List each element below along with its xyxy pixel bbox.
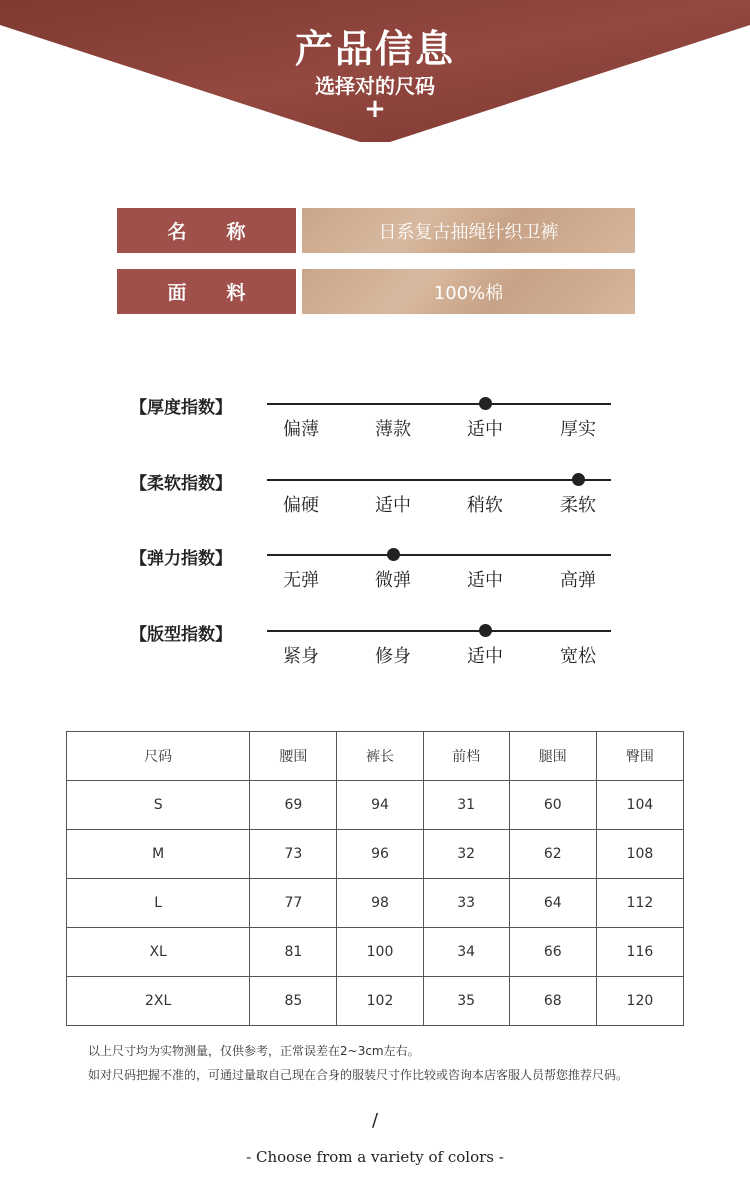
header-banner: [0, 0, 750, 145]
table-cell: 102: [337, 977, 423, 1026]
index-option: 柔软: [560, 495, 596, 516]
info-row-name: [117, 208, 635, 253]
index-row-fit: [130, 622, 620, 682]
table-header-cell: 臀围: [596, 732, 683, 781]
info-row-fabric: [117, 269, 635, 314]
index-option: 偏硬: [283, 495, 319, 516]
index-scale-line: [267, 403, 611, 405]
index-marker: [572, 473, 585, 486]
table-cell: 77: [250, 879, 337, 928]
table-cell: 34: [423, 928, 509, 977]
table-cell: 68: [509, 977, 596, 1026]
banner-title: 产品信息: [294, 26, 455, 71]
info-label: 名称: [117, 208, 296, 253]
table-cell: 69: [250, 781, 337, 830]
index-marker: [479, 624, 492, 637]
table-cell: 35: [423, 977, 509, 1026]
index-scale-line: [267, 630, 611, 632]
index-option: 偏薄: [283, 419, 319, 440]
table-cell: 98: [337, 879, 423, 928]
index-option: 宽松: [560, 646, 596, 667]
table-header-cell: 裤长: [337, 732, 423, 781]
index-option: 适中: [467, 570, 503, 591]
table-cell: 81: [250, 928, 337, 977]
table-row: [67, 879, 684, 928]
index-option: 高弹: [560, 570, 596, 591]
index-option: 无弹: [283, 570, 319, 591]
table-cell: XL: [67, 928, 250, 977]
plus-icon: +: [364, 94, 386, 124]
table-cell: 120: [596, 977, 683, 1026]
table-cell: 100: [337, 928, 423, 977]
table-cell: L: [67, 879, 250, 928]
table-row: [67, 781, 684, 830]
table-cell: 108: [596, 830, 683, 879]
footer-tagline: - Choose from a variety of colors -: [246, 1148, 504, 1166]
size-note: 如对尺码把握不准的，可通过量取自己现在合身的服装尺寸作比较或咨询本店客服人员帮您推荐尺码。: [88, 1068, 629, 1082]
table-cell: 32: [423, 830, 509, 879]
index-option: 适中: [467, 646, 503, 667]
table-cell: 33: [423, 879, 509, 928]
index-option: 适中: [375, 495, 411, 516]
table-cell: 66: [509, 928, 596, 977]
table-header-cell: 前档: [423, 732, 509, 781]
index-option: 厚实: [560, 419, 596, 440]
table-row: [67, 928, 684, 977]
index-row-thickness: [130, 395, 620, 455]
table-cell: M: [67, 830, 250, 879]
index-option: 紧身: [283, 646, 319, 667]
table-cell: 73: [250, 830, 337, 879]
index-label: 【柔软指数】: [130, 474, 232, 494]
banner-subtitle: 选择对的尺码: [315, 74, 435, 98]
info-value: 日系复古抽绳针织卫裤: [302, 208, 635, 253]
table-cell: 96: [337, 830, 423, 879]
size-note: 以上尺寸均为实物测量，仅供参考，正常误差在2~3cm左右。: [88, 1044, 420, 1058]
index-label: 【版型指数】: [130, 625, 232, 645]
size-table: [66, 731, 684, 1026]
table-cell: 85: [250, 977, 337, 1026]
index-marker: [387, 548, 400, 561]
index-option: 修身: [375, 646, 411, 667]
table-cell: 116: [596, 928, 683, 977]
table-header-row: [67, 732, 684, 781]
index-row-elasticity: [130, 546, 620, 606]
index-scale-line: [267, 554, 611, 556]
table-cell: 104: [596, 781, 683, 830]
index-row-softness: [130, 471, 620, 531]
table-cell: 31: [423, 781, 509, 830]
index-option: 微弹: [375, 570, 411, 591]
index-option: 薄款: [375, 419, 411, 440]
table-cell: 60: [509, 781, 596, 830]
info-value: 100%棉: [302, 269, 635, 314]
table-cell: 62: [509, 830, 596, 879]
index-scale-line: [267, 479, 611, 481]
table-row: [67, 977, 684, 1026]
table-cell: S: [67, 781, 250, 830]
table-row: [67, 830, 684, 879]
info-label: 面料: [117, 269, 296, 314]
table-header-cell: 尺码: [67, 732, 250, 781]
index-option: 稍软: [467, 495, 503, 516]
index-marker: [479, 397, 492, 410]
index-option: 适中: [467, 419, 503, 440]
table-cell: 64: [509, 879, 596, 928]
table-cell: 94: [337, 781, 423, 830]
table-cell: 2XL: [67, 977, 250, 1026]
table-header-cell: 腿围: [509, 732, 596, 781]
table-header-cell: 腰围: [250, 732, 337, 781]
index-label: 【弹力指数】: [130, 549, 232, 569]
index-label: 【厚度指数】: [130, 398, 232, 418]
table-cell: 112: [596, 879, 683, 928]
divider-slash: /: [371, 1110, 379, 1131]
